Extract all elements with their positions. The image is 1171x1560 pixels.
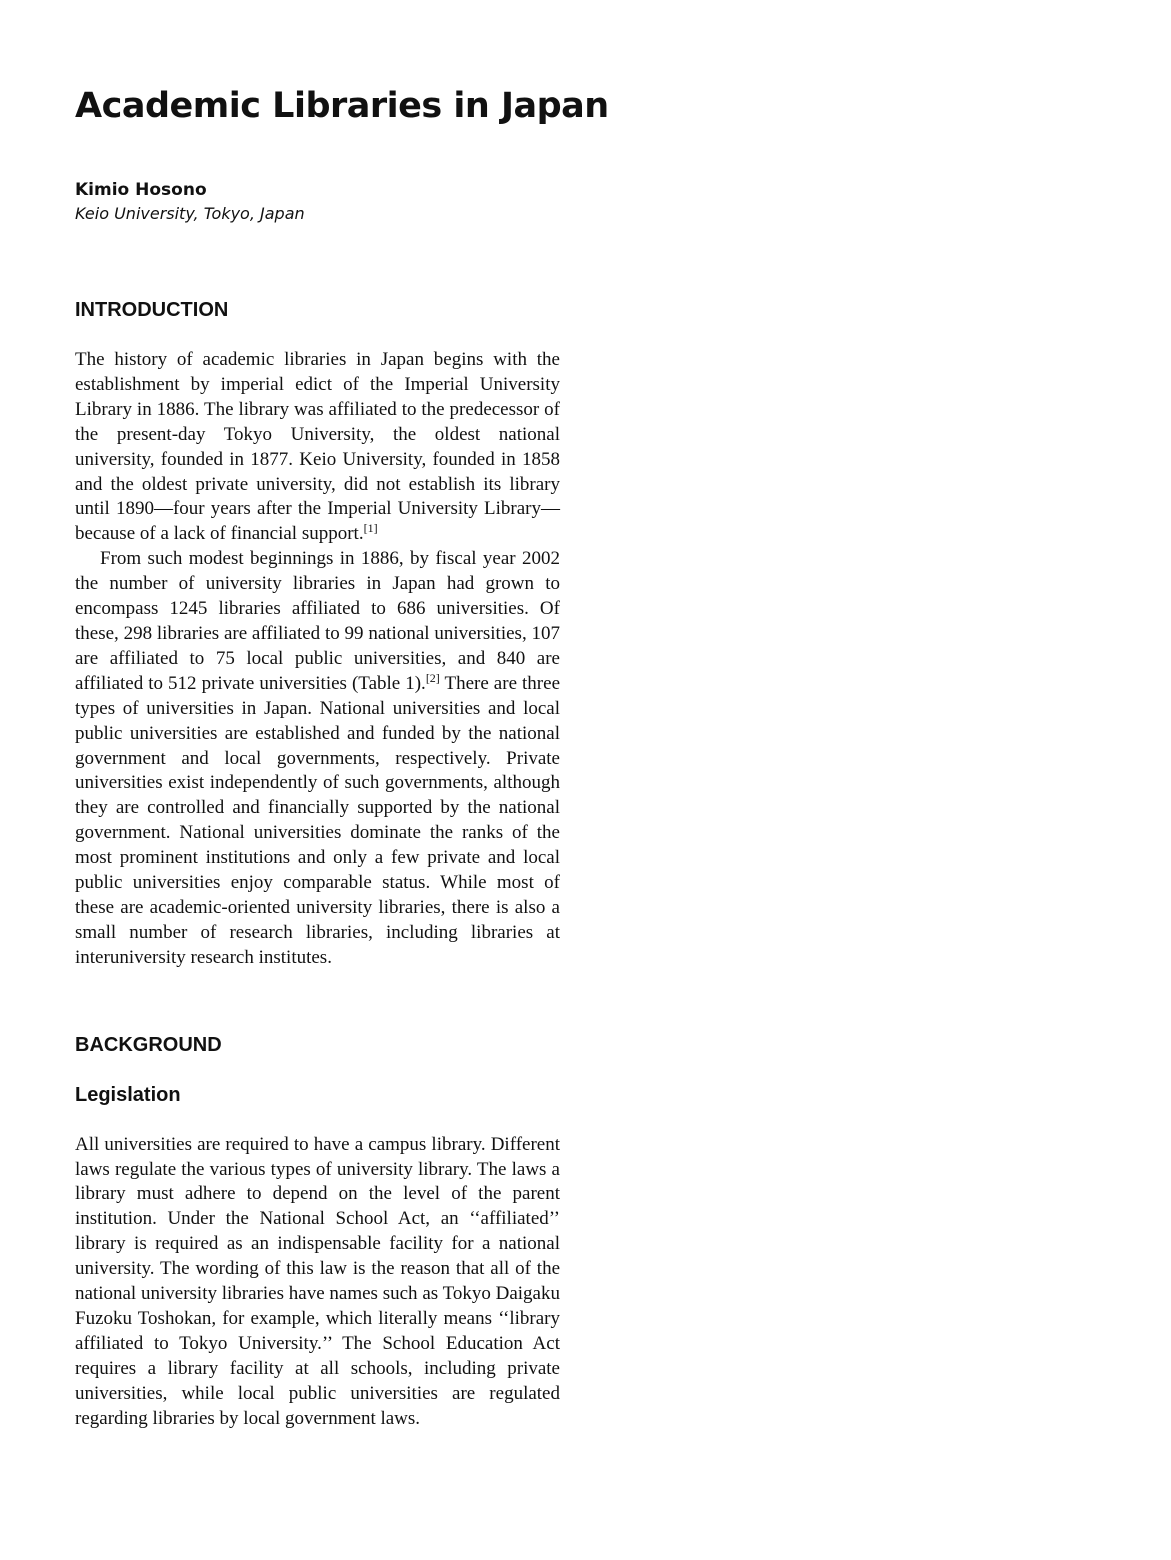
legislation-heading: Legislation	[75, 1083, 181, 1106]
intro-paragraph-1	[75, 348, 560, 547]
intro-paragraph-2	[75, 547, 560, 970]
intro-p2a-text: From such modest beginnings in 1886, by fiscal year 2002 the number of university libraries in Japan had grown to encompass 1245 libraries affiliated to 686 universities. Of these, 298 libraries are affiliated to 99 national universities, 107 are affiliated to 75 local public universities, and 840 are affiliated to 512 private universities (Table 1).	[75, 548, 560, 694]
citation-ref-1[interactable]: [1]	[363, 521, 378, 536]
author-affiliation: Keio University, Tokyo, Japan	[75, 204, 305, 223]
article-title: Academic Libraries in Japan	[75, 86, 609, 126]
legislation-paragraph-1: All universities are required to have a campus library. Different laws regulate the various types of university library. The laws a library must adhere to depend on the level of the parent institution. Under the National School Act, an ‘‘affiliated’’ library is required as an indispensable facility for a national university. The wording of this law is the reason that all of the national university libraries have names such as Tokyo Daigaku Fuzoku Toshokan, for example, which literally means ‘‘library affiliated to Tokyo University.’’ The School Education Act requires a library facility at all schools, including private universities, while local public universities are regulated regarding libraries by local government laws.	[75, 1133, 560, 1429]
intro-p1-text: The history of academic libraries in Japan begins with the establishment by imperial edict of the Imperial University Library in 1886. The library was affiliated to the predecessor of the present-day Tokyo University, the oldest national university, founded in 1877. Keio University, founded in 1858 and the oldest private university, did not establish its library until 1890—four years after the Imperial University Library—because of a lack of financial support.	[75, 349, 560, 545]
left-column	[75, 296, 560, 1432]
background-heading: BACKGROUND	[75, 1033, 222, 1056]
introduction-heading: INTRODUCTION	[75, 299, 229, 321]
author-name: Kimio Hosono	[75, 180, 207, 200]
citation-ref-2[interactable]: [2]	[425, 670, 440, 685]
intro-p2b-text: There are three types of universities in Japan. National universities and local public universities are established and funded by the national government and local governments, respectively. Private universities exist independently of such governments, although they are controlled and financially supported by the national government. National universities dominate the ranks of the most prominent institutions and only a few private and local public universities enjoy comparable status. While most of these are academic-oriented university libraries, there is also a small number of research libraries, including libraries at interuniversity research institutes.	[75, 672, 560, 968]
